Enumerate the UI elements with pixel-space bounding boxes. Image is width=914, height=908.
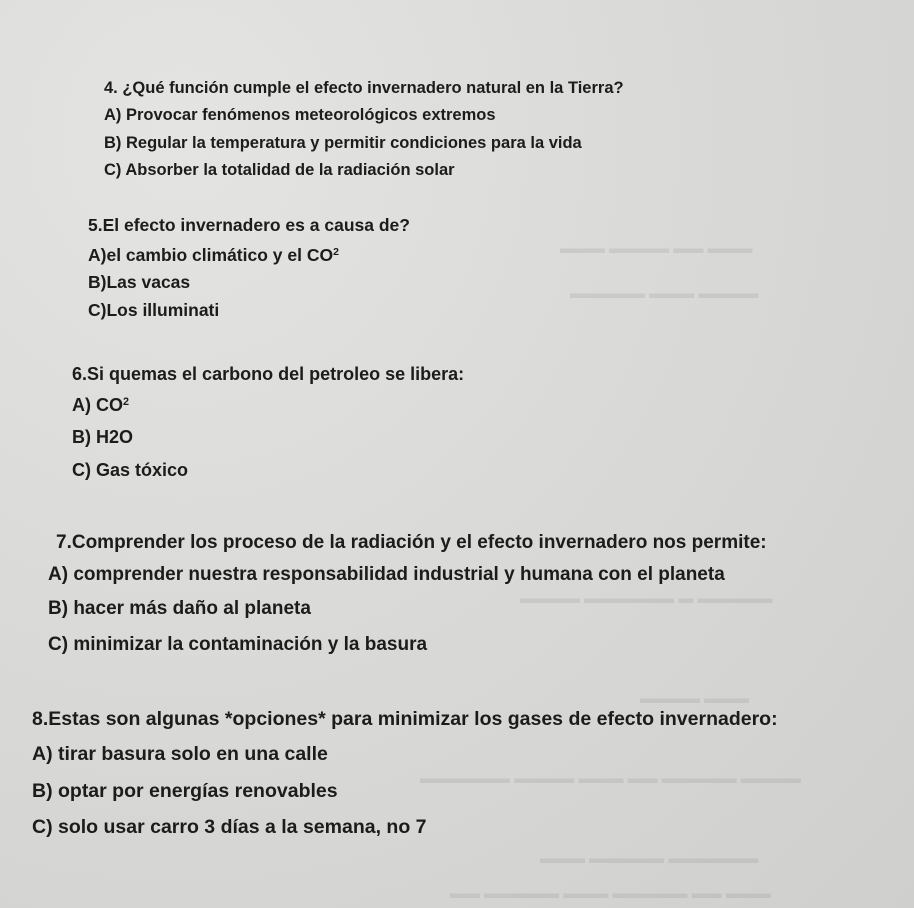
question-6-prompt: 6.Si quemas el carbono del petroleo se libera: <box>72 364 465 384</box>
bleed-through-texture: ▬▬▬▬▬▬ ▬▬▬▬▬ ▬▬▬ <box>540 850 759 867</box>
question-7-option-a: A) comprender nuestra responsabilidad industrial y humana con el planeta <box>48 564 725 585</box>
question-4-option-b: B) Regular la temperatura y permitir condiciones para la vida <box>104 134 582 152</box>
bleed-through-texture: ▬▬▬ ▬▬ ▬▬▬▬ ▬▬▬ <box>560 240 753 257</box>
question-8-option-a: A) tirar basura solo en una calle <box>32 743 328 765</box>
question-6-option-a <box>72 395 129 416</box>
question-6-option-c: C) Gas tóxico <box>72 460 189 480</box>
question-5-option-b: B)Las vacas <box>88 272 191 292</box>
question-6-option-b: B) H2O <box>72 427 134 447</box>
question-7-option-b: B) hacer más daño al planeta <box>48 598 311 619</box>
bleed-through-texture: ▬▬▬▬ ▬▬▬ ▬▬▬▬▬ <box>570 285 759 302</box>
superscript-two: 2 <box>123 396 130 409</box>
bleed-through-texture: ▬▬▬ ▬▬ ▬▬▬▬▬ ▬▬▬ ▬▬▬▬▬ ▬▬ <box>450 885 771 902</box>
bleed-through-texture: ▬▬▬▬▬ ▬ ▬▬▬▬▬▬ ▬▬▬▬ <box>520 590 773 607</box>
question-6-option-a-text: A) CO <box>72 395 123 415</box>
question-5-option-a-text: A)el cambio climático y el CO <box>88 245 334 265</box>
superscript-two: 2 <box>333 246 339 259</box>
bleed-through-texture: ▬▬▬▬ ▬▬▬▬▬ ▬▬ ▬▬▬ ▬▬▬▬ ▬▬▬▬▬▬ <box>420 770 801 787</box>
bleed-through-texture: ▬▬▬ ▬▬▬▬ <box>640 690 750 707</box>
question-5-prompt: 5.El efecto invernadero es a causa de? <box>88 215 410 235</box>
question-8-prompt: 8.Estas son algunas *opciones* para minimizar los gases de efecto invernadero: <box>32 708 778 730</box>
question-7-prompt: 7.Comprender los proceso de la radiación y el efecto invernadero nos permite: <box>56 532 767 553</box>
question-8-option-c: C) solo usar carro 3 días a la semana, no 7 <box>32 816 427 838</box>
question-4-option-c: C) Absorber la totalidad de la radiación solar <box>104 161 455 179</box>
question-7-option-c: C) minimizar la contaminación y la basura <box>48 634 428 655</box>
question-5-option-a <box>88 245 339 266</box>
question-5-option-c: C)Los illuminati <box>88 300 220 320</box>
question-8-option-b: B) optar por energías renovables <box>32 780 338 802</box>
question-4-prompt: 4. ¿Qué función cumple el efecto invernadero natural en la Tierra? <box>104 79 624 97</box>
question-4-option-a: A) Provocar fenómenos meteorológicos extremos <box>104 106 496 124</box>
